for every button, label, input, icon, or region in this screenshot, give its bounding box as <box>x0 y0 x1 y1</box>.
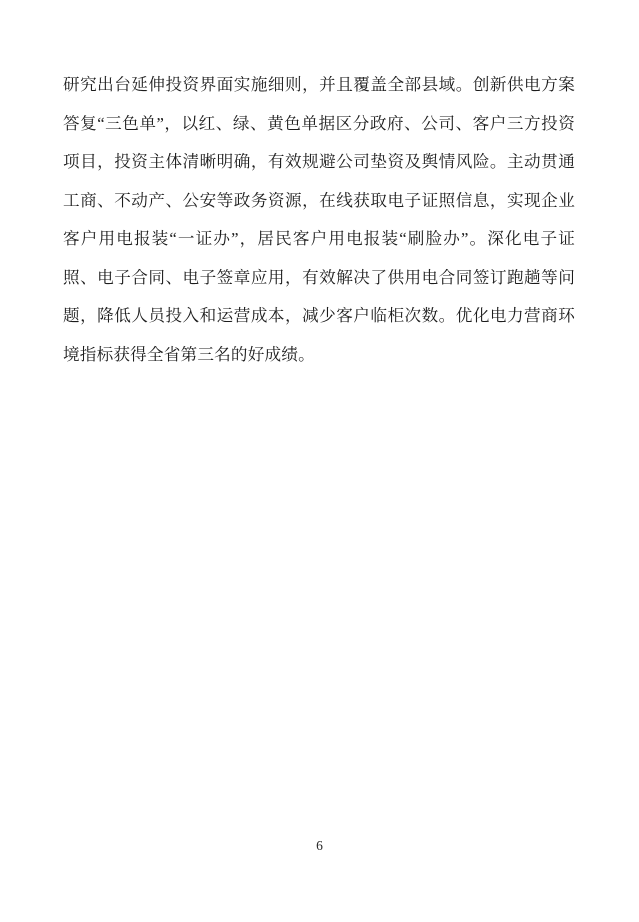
page-number: 6 <box>316 838 323 853</box>
body-paragraph: 研究出台延伸投资界面实施细则，并且覆盖全部县域。创新供电方案答复“三色单”，以红、绿、黄色单据区分政府、公司、客户三方投资项目，投资主体清晰明确，有效规避公司垫资及舆情风险。主动贯通工商、不动产、公安等政务资源，在线获取电子证照信息，实现企业客户用电报装“一证办”，居民客户用电报装“刷脸办”。深化电子证照、电子合同、电子签章应用，有效解决了供用电合同签订跑趟等问题，降低人员投入和运营成本，减少客户临柜次数。优化电力营商环境指标获得全省第三名的好成绩。 <box>63 75 575 364</box>
page-body <box>63 66 575 374</box>
